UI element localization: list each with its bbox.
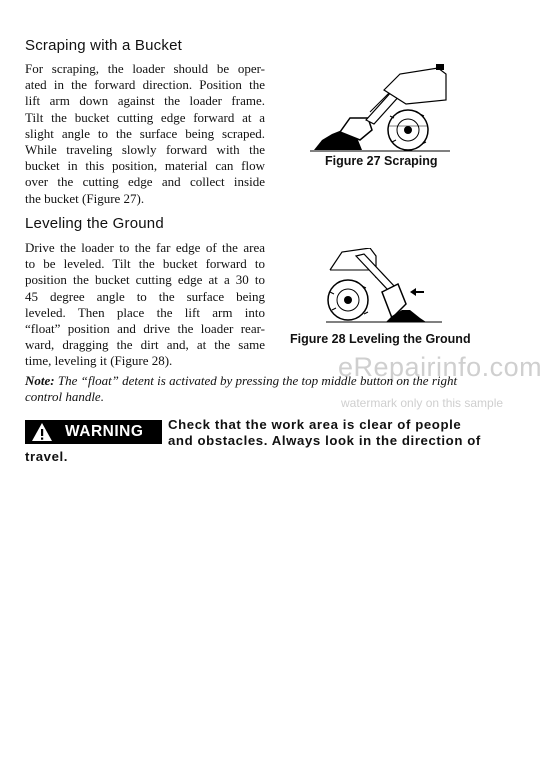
paragraph-line: lift arm down against the loader frame. [25, 93, 265, 109]
warning-label: WARNING [65, 423, 144, 440]
paragraph-line: to be leveled. Tilt the bucket forward to [25, 256, 265, 272]
paragraph-line: time, leveling it (Figure 28). [25, 353, 173, 369]
paragraph-line: “float” position and drive the loader rear- [25, 320, 265, 336]
paragraph-line: ward, dragging the dirt and, at the same [25, 337, 265, 353]
figure-28-leveling-illustration [326, 248, 442, 326]
warning-badge [25, 420, 162, 444]
paragraph-line: position the bucket cutting edge at a 30 to [25, 272, 265, 288]
section-heading-scraping: Scraping with a Bucket [25, 37, 182, 54]
paragraph-line: ated in the forward direction. Position the [25, 77, 265, 93]
paragraph-line: 45 degree angle to the surface being [25, 288, 265, 304]
paragraph-line: slight angle to the surface being scraped. [25, 125, 265, 141]
warning-line-1: Check that the work area is clear of people [168, 417, 462, 432]
figure-27-caption: Figure 27 Scraping [325, 154, 438, 168]
paragraph-line: For scraping, the loader should be oper- [25, 61, 265, 76]
watermark-site: eRepairinfo.com [338, 352, 543, 382]
scraping-paragraph [25, 61, 265, 207]
paragraph-line: Tilt the bucket cutting edge forward at a [25, 109, 265, 125]
leveling-paragraph [25, 240, 265, 370]
section-heading-leveling: Leveling the Ground [25, 215, 164, 232]
figure-27-scraping-illustration [310, 60, 450, 156]
warning-line-2: and obstacles. Always look in the direction of [168, 433, 481, 448]
paragraph-line: the bucket (Figure 27). [25, 190, 145, 206]
paragraph-line: bucket in this position, material can flow [25, 158, 265, 174]
watermark-notice: watermark only on this sample [341, 396, 504, 410]
paragraph-line: While traveling slowly forward with the [25, 141, 265, 157]
warning-line-3: travel. [25, 449, 69, 464]
figure-28-caption: Figure 28 Leveling the Ground [290, 332, 471, 346]
paragraph-line: over the cutting edge and collect inside [25, 174, 265, 190]
warning-triangle-icon [31, 422, 53, 442]
paragraph-line: leveled. Then place the lift arm into [25, 304, 265, 320]
note-label: Note: [25, 373, 55, 388]
paragraph-line: Drive the loader to the far edge of the area [25, 240, 265, 255]
note-text: The “float” detent is activated by pressing the top middle button on the right control handle. [25, 373, 458, 404]
